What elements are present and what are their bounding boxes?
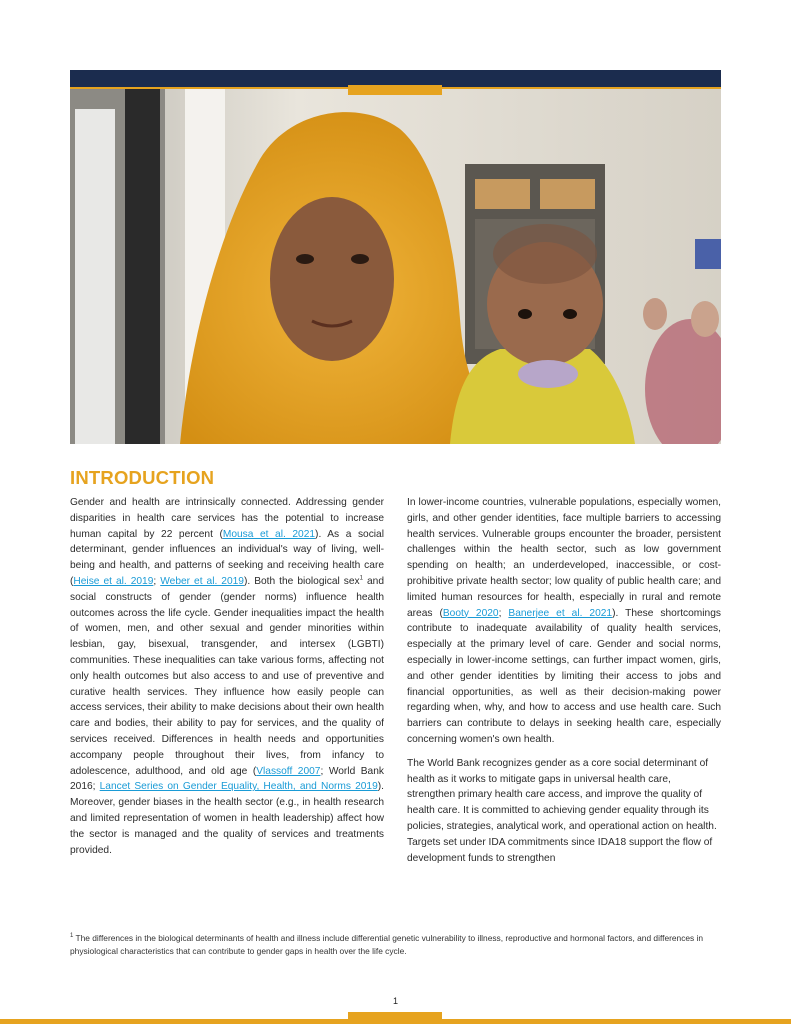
citation-link-lancet[interactable]: Lancet Series on Gender Equality, Health, and Norms 2019 (99, 781, 378, 793)
section-title: INTRODUCTION (70, 467, 215, 488)
text: ). As a social determinant, gender influences an individual's way of living, well-being and health, and patterns of seeking and receiving health care ( (70, 528, 384, 587)
footnote-mark: 1 (70, 933, 74, 940)
text: ; (498, 607, 509, 619)
header-gold-tab (348, 85, 442, 95)
left-column (70, 495, 384, 866)
footnote-text: The differences in the biological determinants of health and illness include differential genetic vulnerability to illness, reproductive and hormonal factors, and differences in physiological characteristics that can contribute to gender gaps in health over the life cycle. (70, 933, 704, 956)
citation-link-booty[interactable]: Booty 2020 (442, 607, 499, 619)
photo-mother-and-child-icon (70, 89, 721, 444)
citation-link-weber[interactable]: Weber et al. 2019 (160, 575, 244, 587)
page-number: 1 (392, 996, 398, 1006)
footer-gold-rule (0, 1019, 791, 1024)
right-paragraph-1 (407, 495, 721, 748)
footnote (70, 932, 730, 957)
citation-link-banerjee[interactable]: Banerjee et al. 2021 (508, 607, 613, 619)
right-column (407, 495, 721, 874)
left-paragraph (70, 495, 384, 858)
text: ). Both the biological sex (243, 575, 360, 587)
citation-link-heise[interactable]: Heise et al. 2019 (73, 575, 154, 587)
text: ; World Bank 2016; (70, 765, 384, 793)
right-paragraph-2: The World Bank recognizes gender as a core social determinant of health as it works to mitigate gaps in universal health care, strengthen primary health care access, and improve the quality of health care. It is committed to achieving gender equality through its policies, strategies, analytical work, and operational action on health. Targets set under IDA commitments since IDA18 support the flow of development funds to strengthen (407, 757, 717, 864)
citation-link-vlassoff[interactable]: Vlassoff 2007 (256, 765, 321, 777)
footnote-ref[interactable]: 1 (359, 575, 363, 582)
text: Gender and health are intrinsically connected. Addressing gender disparities in health care services has the potential to increase human capital by 22 percent ( (70, 497, 384, 540)
text: and social constructs of gender (gender norms) influence health outcomes across the life cycle. Gender inequalities impact the health of women, men, and other sexual and gender minorities within lesbian, gay, bisexual, transgender, and intersex (LGBTI) communities. These inequalities can take various forms, affecting not only health outcomes but also access to and use of preventive and curative health services. They influence how easily people can access services, their ability to make decisions about their own health care and bodies, their ability to pay for services, and the quality of services received. Differences in health needs and opportunities accompany people throughout their lives, from infancy to adolescence, adulthood, and old age ( (70, 575, 384, 777)
text: ). Moreover, gender biases in the health sector (e.g., in health research and limited representation of women in health leadership) affect how the sector is managed and the quality of services and treatments provided. (70, 781, 385, 856)
hero-photo (70, 89, 721, 444)
text: ; (153, 575, 161, 587)
text: In lower-income countries, vulnerable populations, especially women, girls, and other gender identities, face multiple barriers to accessing health services. Vulnerable groups encounter the broader, persistent challenges within the health sector, such as low government spending on health; an underdeveloped, inaccessible, or cost-prohibitive private health sector; low quality of public health care; and limited human resources for health, especially in rural and remote areas ( (407, 497, 721, 619)
text: ). These shortcomings contribute to inadequate availability of quality health services, especially at the primary level of care. Gender and social norms, especially in lower-income settings, can further impact women, girls, and other gender identities by limiting their access to jobs and financial opportunities, as well as their decision-making power regarding when, why, and how to access and use health care. Such barriers can contribute to delays in seeking health care, especially concerning women's own health. (407, 607, 721, 745)
citation-link-mousa[interactable]: Mousa et al. 2021 (222, 528, 316, 540)
